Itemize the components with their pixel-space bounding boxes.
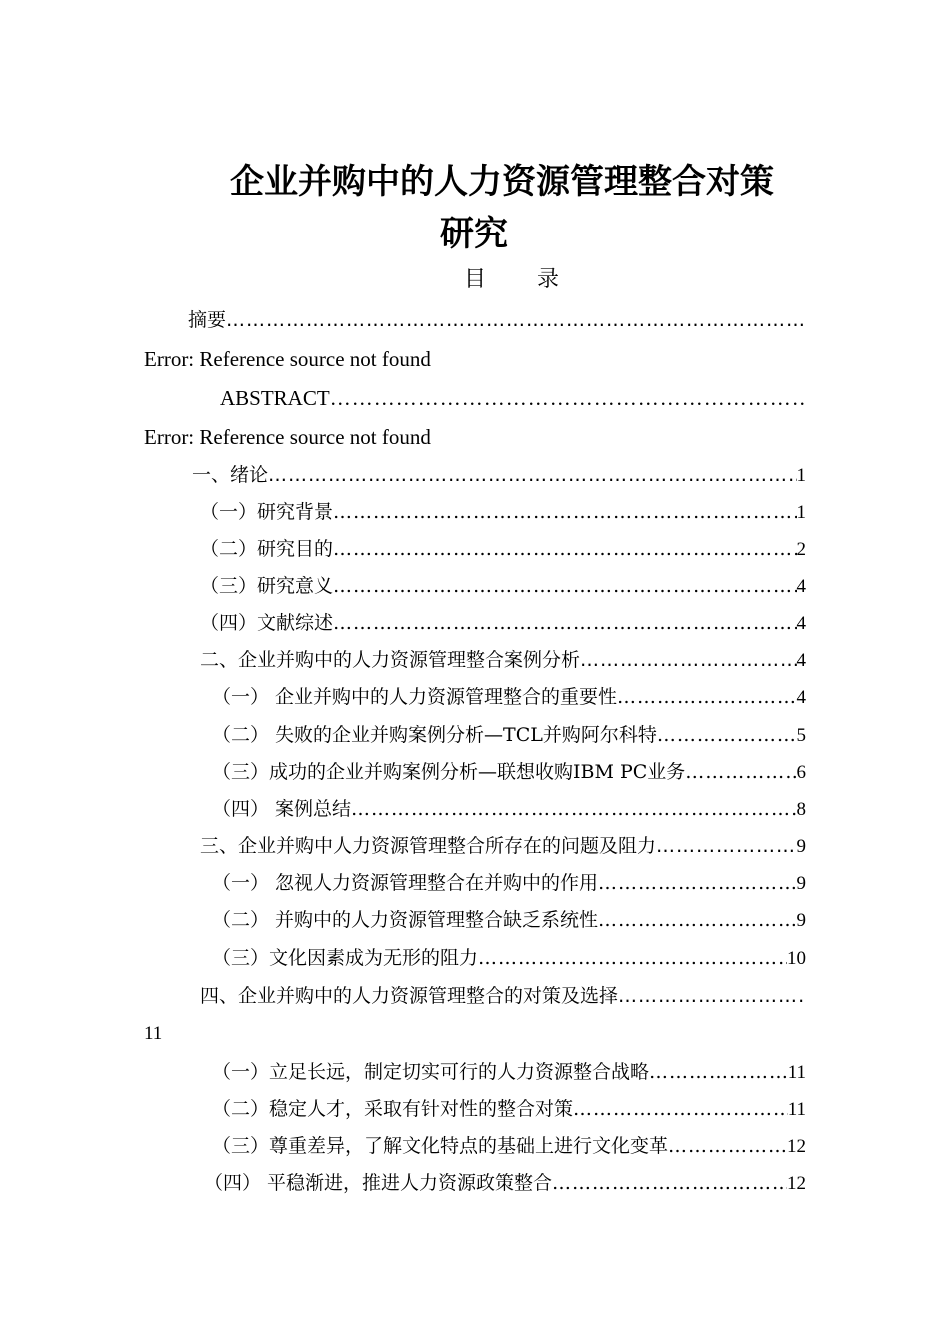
toc-entry-label: （四） 平稳渐进，推进人力资源政策整合 <box>204 1172 553 1194</box>
toc-entry-2-1[interactable] <box>212 682 806 712</box>
toc-entry-label: ABSTRACT <box>220 386 330 410</box>
toc-entry-4-4[interactable] <box>204 1168 806 1198</box>
toc-entry-page: 9 <box>796 836 806 857</box>
toc-entry-label: 摘要 <box>188 309 227 331</box>
toc-entry-label: （二）稳定人才，采取有针对性的整合对策 <box>212 1098 574 1120</box>
toc-dot-leader <box>333 608 796 638</box>
toc-entry-page: 11 <box>787 1062 806 1083</box>
toc-dot-leader <box>668 1131 787 1161</box>
toc-entry-label: （三）文化因素成为无形的阻力 <box>212 947 479 969</box>
toc-entry-1-4[interactable] <box>200 608 806 638</box>
toc-entry-page: 9 <box>796 910 806 931</box>
toc-dot-leader <box>656 831 796 861</box>
toc-entry-4-3[interactable] <box>212 1131 806 1161</box>
toc-entry-1-2[interactable] <box>200 534 806 564</box>
toc-entry-chapter-1[interactable] <box>192 460 806 490</box>
toc-entry-abstract-en[interactable] <box>220 383 806 413</box>
toc-entry-page: 2 <box>796 539 806 560</box>
toc-entry-label: 四、企业并购中的人力资源管理整合的对策及选择 <box>200 985 619 1007</box>
toc-entry-3-1[interactable] <box>212 868 806 898</box>
toc-entry-page: 6 <box>796 762 806 783</box>
toc-entry-label: （一）立足长远，制定切实可行的人力资源整合战略 <box>212 1061 650 1083</box>
toc-entry-label: 三、企业并购中人力资源管理整合所存在的问题及阻力 <box>200 835 657 857</box>
toc-entry-page: 4 <box>796 687 806 708</box>
toc-entry-page: 9 <box>796 873 806 894</box>
toc-entry-3-3[interactable] <box>212 943 806 973</box>
toc-dot-leader <box>598 905 796 935</box>
toc-dot-leader <box>351 794 796 824</box>
toc-entry-label: 一、绪论 <box>192 464 269 486</box>
toc-entry-page: 8 <box>796 799 806 820</box>
toc-entry-page: 12 <box>787 1136 806 1157</box>
toc-entry-page: 5 <box>796 725 806 746</box>
toc-entry-label: （四） 案例总结 <box>212 798 352 820</box>
toc-entry-page: 10 <box>787 948 806 969</box>
toc-entry-label: （一）研究背景 <box>200 501 334 523</box>
error-text: Error: Reference source not found <box>144 425 431 449</box>
toc-dot-leader <box>333 497 796 527</box>
toc-entry-label: （二）研究目的 <box>200 538 334 560</box>
toc-dot-leader <box>685 757 796 787</box>
document-title-line-1: 企业并购中的人力资源管理整合对策 <box>230 162 774 202</box>
toc-entry-page: 4 <box>796 576 806 597</box>
toc-entry-4-2[interactable] <box>212 1094 806 1124</box>
toc-dot-leader <box>598 868 796 898</box>
toc-entry-chapter-3[interactable] <box>200 831 806 861</box>
toc-dot-leader <box>478 943 787 973</box>
toc-entry-label: （三）尊重差异，了解文化特点的基础上进行文化变革 <box>212 1135 669 1157</box>
toc-dot-leader <box>657 720 797 750</box>
toc-dot-leader <box>580 645 796 675</box>
toc-entry-page: 4 <box>796 650 806 671</box>
toc-dot-leader <box>552 1168 787 1198</box>
toc-dot-leader <box>333 571 796 601</box>
toc-entry-page-wrapped: 11 <box>144 1023 163 1044</box>
toc-entry-2-4[interactable] <box>212 794 806 824</box>
toc-entry-label: （一） 企业并购中的人力资源管理整合的重要性 <box>212 686 618 708</box>
toc-entry-page: 1 <box>796 502 806 523</box>
toc-dot-leader <box>333 534 796 564</box>
error-text: Error: Reference source not found <box>144 347 431 371</box>
toc-entry-label: （二） 失败的企业并购案例分析—TCL并购阿尔科特 <box>212 724 657 746</box>
toc-entry-4-1[interactable] <box>212 1057 806 1087</box>
toc-entry-page: 11 <box>787 1099 806 1120</box>
toc-dot-leader <box>268 460 796 490</box>
toc-dot-leader <box>573 1094 788 1124</box>
toc-entry-1-1[interactable] <box>200 497 806 527</box>
toc-entry-abstract-cn[interactable] <box>188 305 806 335</box>
toc-entry-chapter-2[interactable] <box>200 645 806 675</box>
toc-dot-leader <box>226 305 806 335</box>
toc-entry-2-3[interactable] <box>212 757 806 787</box>
toc-dot-leader <box>330 383 806 413</box>
toc-dot-leader <box>618 981 806 1011</box>
toc-entry-3-2[interactable] <box>212 905 806 935</box>
toc-entry-label: （一） 忽视人力资源管理整合在并购中的作用 <box>212 872 599 894</box>
toc-dot-leader <box>649 1057 788 1087</box>
toc-entry-label: （三）研究意义 <box>200 575 334 597</box>
toc-entry-label: （四）文献综述 <box>200 612 334 634</box>
toc-entry-page: 4 <box>796 613 806 634</box>
toc-entry-label: （三）成功的企业并购案例分析—联想收购IBM PC业务 <box>212 761 686 783</box>
toc-entry-1-3[interactable] <box>200 571 806 601</box>
toc-entry-page: 12 <box>787 1173 806 1194</box>
toc-heading: 目 录 <box>464 267 581 292</box>
toc-entry-label: 二、企业并购中的人力资源管理整合案例分析 <box>200 649 581 671</box>
toc-entry-label: （二） 并购中的人力资源管理整合缺乏系统性 <box>212 909 599 931</box>
document-title-line-2: 研究 <box>440 214 508 254</box>
toc-entry-chapter-4[interactable] <box>200 981 806 1011</box>
toc-entry-2-2[interactable] <box>212 720 806 750</box>
toc-dot-leader <box>617 682 796 712</box>
toc-entry-page: 1 <box>796 465 806 486</box>
